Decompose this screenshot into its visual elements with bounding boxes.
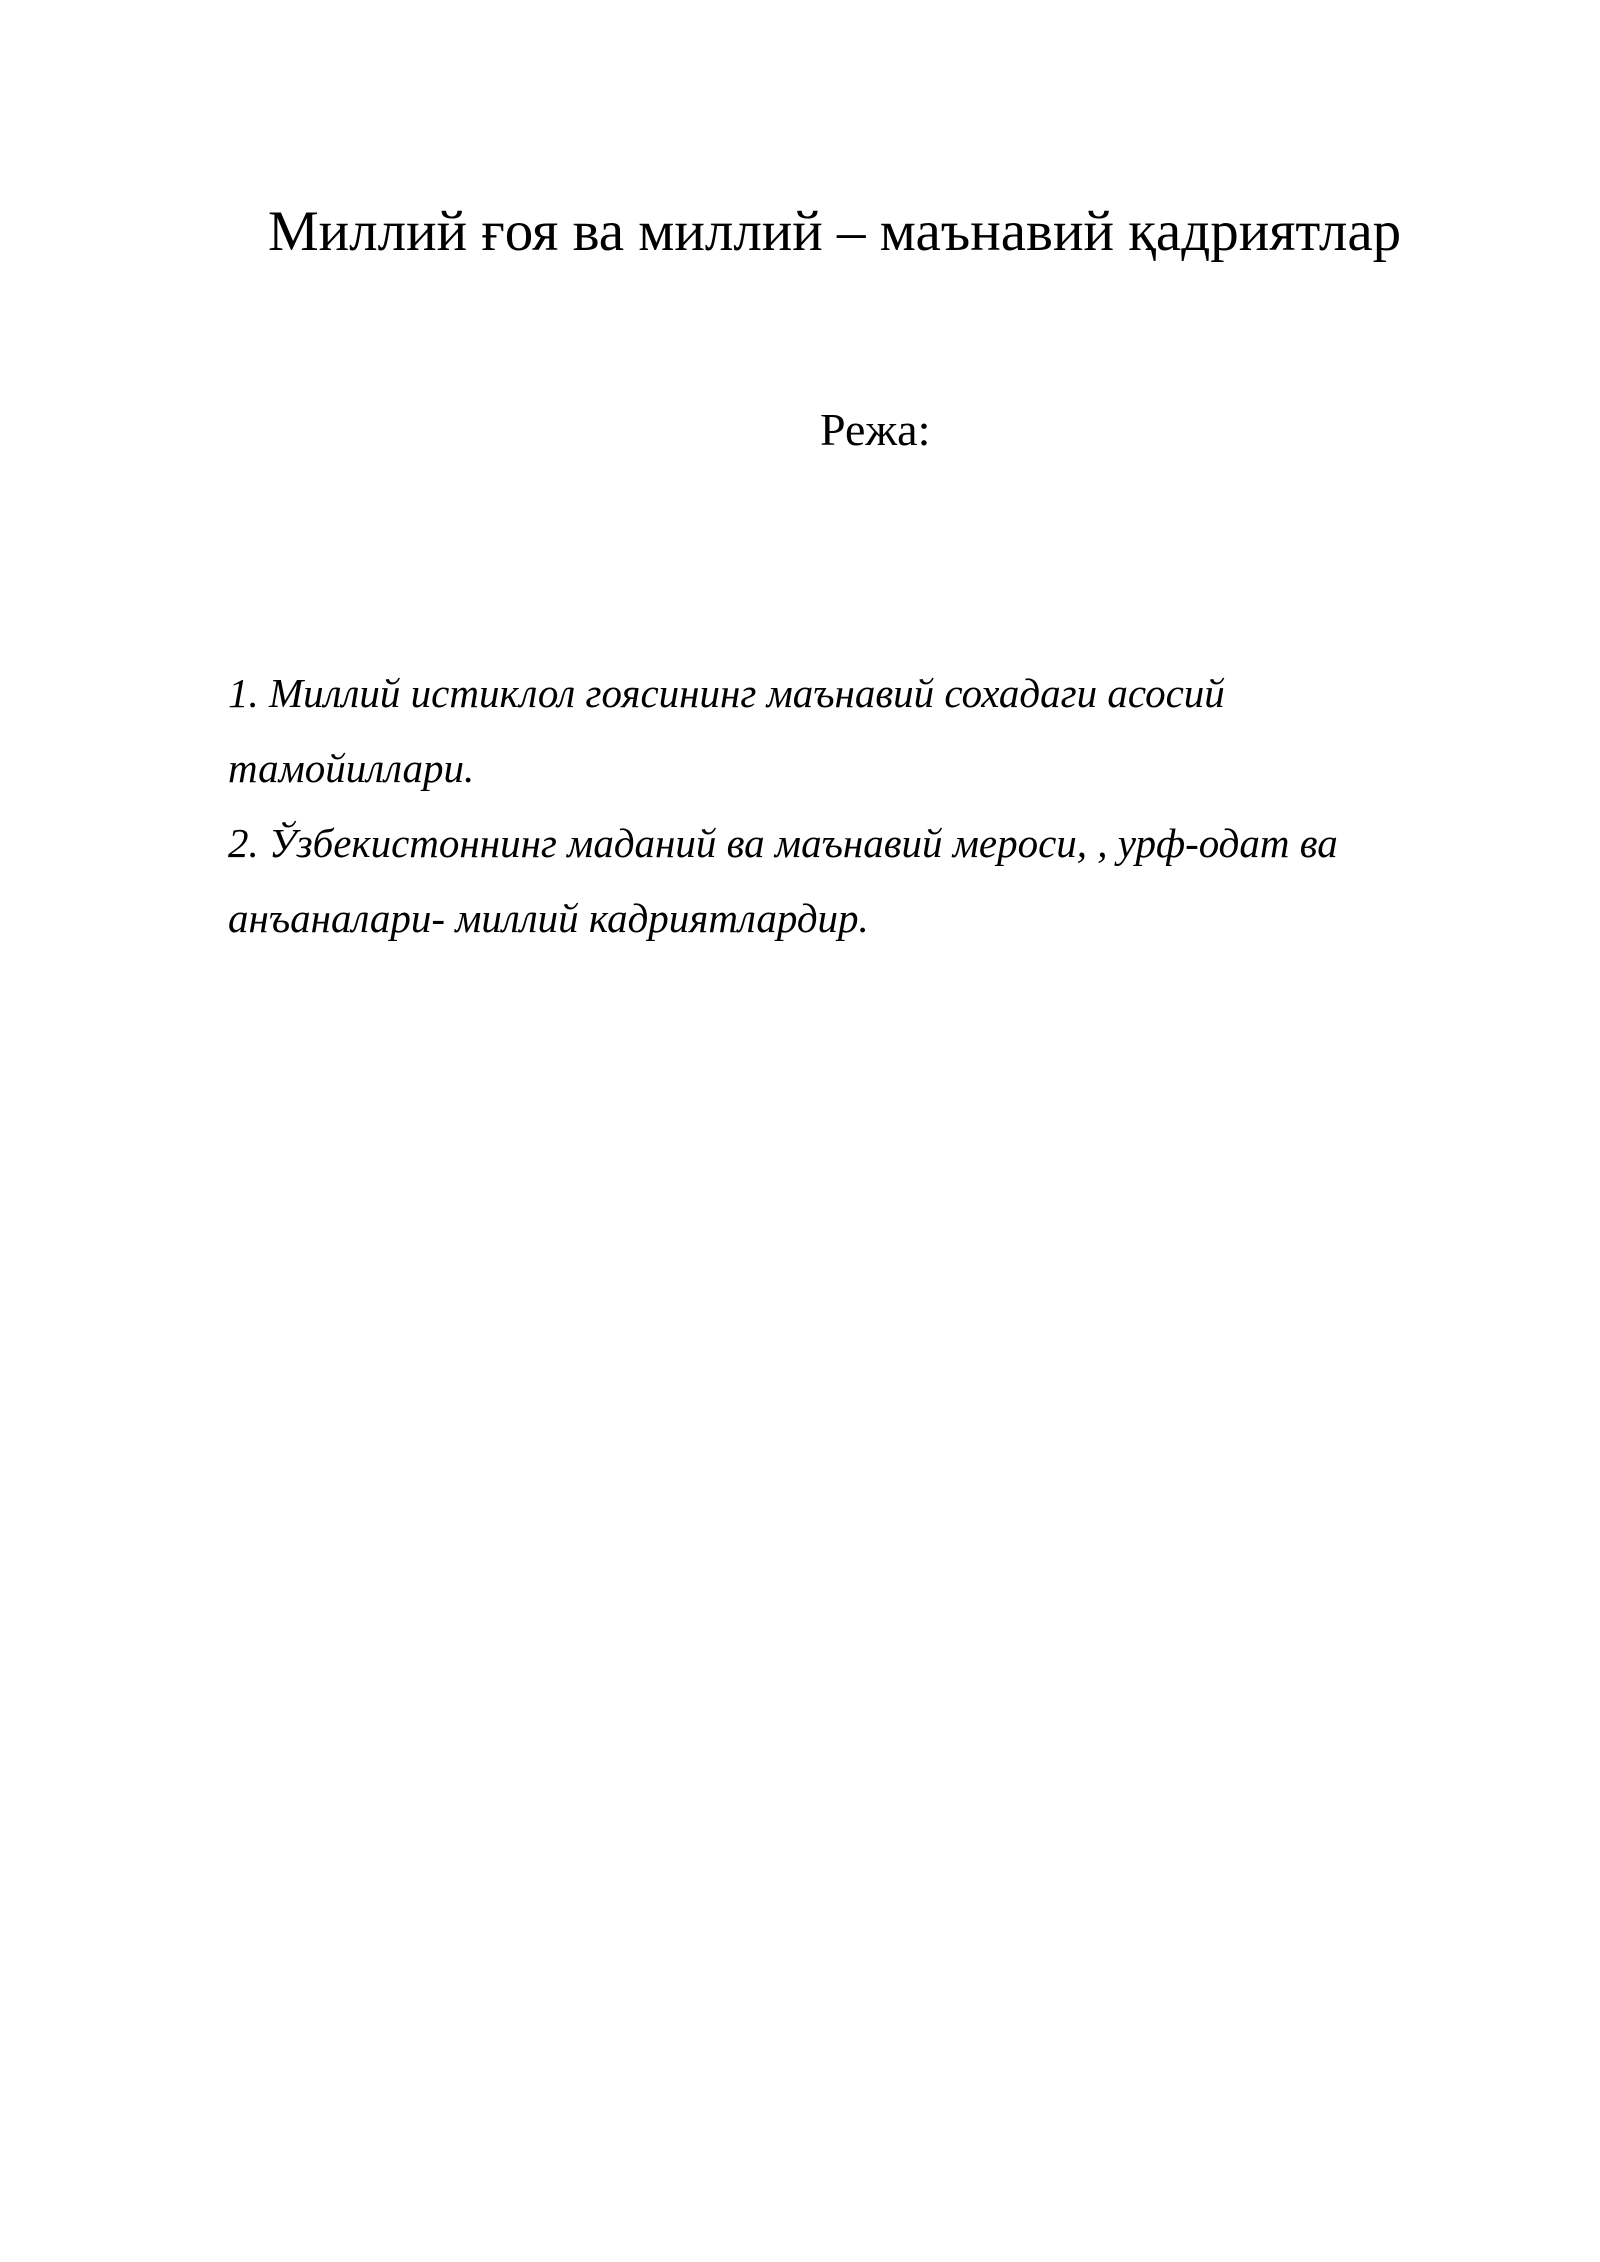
document-title: Миллий ғоя ва миллий – маънавий қадриятлар bbox=[268, 200, 1402, 263]
plan-item-line: анъаналари- миллий кадриятлардир. bbox=[228, 895, 869, 941]
plan-item-line: 2. Ўзбекистоннинг маданий ва маънавий мероси, , урф-одат ва bbox=[228, 820, 1338, 866]
plan-item bbox=[228, 806, 1428, 956]
plan-item-line: 1. Миллий истиклол гоясининг маънавий сохадаги асосий bbox=[228, 670, 1225, 716]
plan-item-line: тамойиллари. bbox=[228, 745, 475, 791]
plan-item bbox=[228, 656, 1428, 806]
plan-list bbox=[228, 656, 1428, 956]
plan-heading: Режа: bbox=[820, 404, 931, 455]
